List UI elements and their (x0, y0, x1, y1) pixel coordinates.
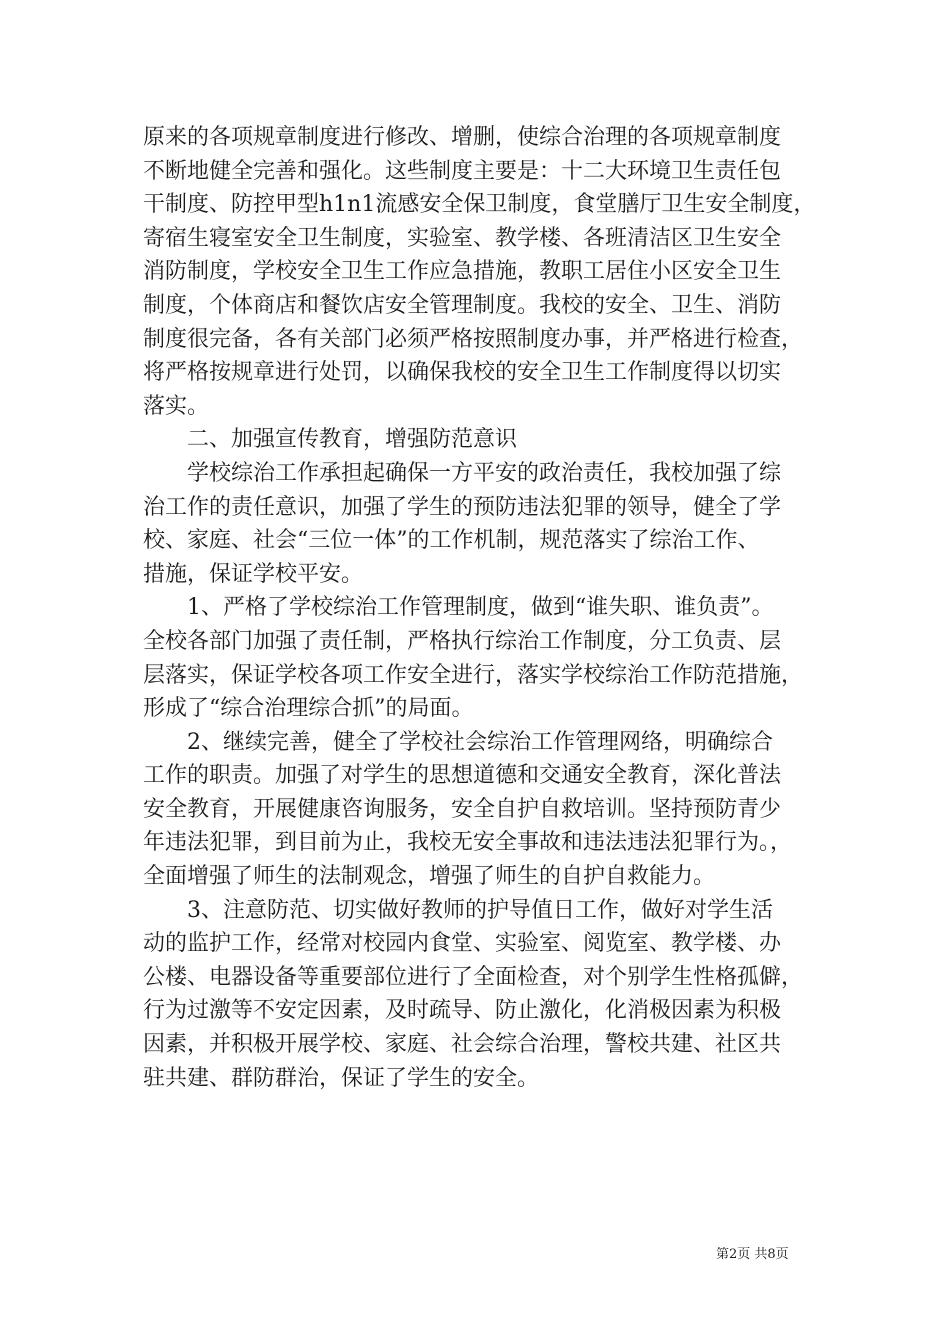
text-line: 3、注意防范、切实做好教师的护导值日工作，做好对学生活 (187, 897, 773, 923)
text-line: 学校综治工作承担起确保一方平安的政治责任，我校加强了综 (187, 460, 782, 486)
text-line: 不断地健全完善和强化。这些制度主要是：十二大环境卫生责任包 (143, 158, 782, 184)
text-line: 全校各部门加强了责任制，严格执行综治工作制度，分工负责、层 (143, 628, 782, 654)
text-line: 措施，保证学校平安。 (143, 561, 364, 587)
text-line: 治工作的责任意识，加强了学生的预防违法犯罪的领导，健全了学 (143, 494, 782, 520)
text-line: 消防制度，学校安全卫生工作应急措施，教职工居住小区安全卫生 (143, 259, 782, 285)
text-line: 落实。 (143, 393, 210, 419)
document-body (143, 121, 823, 1095)
text-line: 因素，并积极开展学校、家庭、社会综合治理，警校共建、社区共 (143, 1032, 782, 1058)
section-heading: 二、加强宣传教育，增强防范意识 (187, 427, 518, 453)
text-line: 工作的职责。加强了对学生的思想道德和交通安全教育，深化普法 (143, 763, 782, 789)
text-line: 制度，个体商店和餐饮店安全管理制度。我校的安全、卫生、消防 (143, 292, 782, 318)
text-line: 寄宿生寝室安全卫生制度，实验室、教学楼、各班清洁区卫生安全 (143, 225, 782, 251)
text-line: 原来的各项规章制度进行修改、增删，使综合治理的各项规章制度 (143, 125, 782, 150)
text-line: 公楼、电器设备等重要部位进行了全面检查，对个别学生性格孤僻， (143, 964, 804, 990)
text-line: 层落实，保证学校各项工作安全进行，落实学校综治工作防范措施， (143, 662, 804, 688)
page-number: 第2页 共8页 (716, 1247, 789, 1262)
text-line: 干制度、防控甲型h1n1流感安全保卫制度，食堂膳厅卫生安全制度， (143, 192, 816, 218)
text-line: 全面增强了师生的法制观念，增强了师生的自护自救能力。 (143, 864, 716, 890)
text-line: 行为过激等不安定因素，及时疏导、防止激化，化消极因素为积极 (143, 998, 782, 1024)
text-line: 1、严格了学校综治工作管理制度，做到“谁失职、谁负责”。 (187, 595, 774, 621)
text-line: 2、继续完善，健全了学校社会综治工作管理网络，明确综合 (187, 729, 773, 755)
text-line: 将严格按规章进行处罚，以确保我校的安全卫生工作制度得以切实 (143, 360, 782, 386)
text-line: 制度很完备，各有关部门必须严格按照制度办事，并严格进行检查， (143, 326, 804, 352)
text-line: 驻共建、群防群治，保证了学生的安全。 (143, 1065, 540, 1091)
text-line: 安全教育，开展健康咨询服务，安全自护自救培训。坚持预防青少 (143, 796, 782, 822)
text-line: 年违法犯罪，到目前为止，我校无安全事故和违法违法犯罪行为。， (143, 830, 793, 856)
text-line: 校、家庭、社会“三位一体”的工作机制，规范落实了综治工作、 (143, 528, 760, 554)
text-line: 形成了“综合治理综合抓”的局面。 (143, 696, 474, 722)
text-line: 动的监护工作，经常对校园内食堂、实验室、阅览室、教学楼、办 (143, 931, 782, 957)
